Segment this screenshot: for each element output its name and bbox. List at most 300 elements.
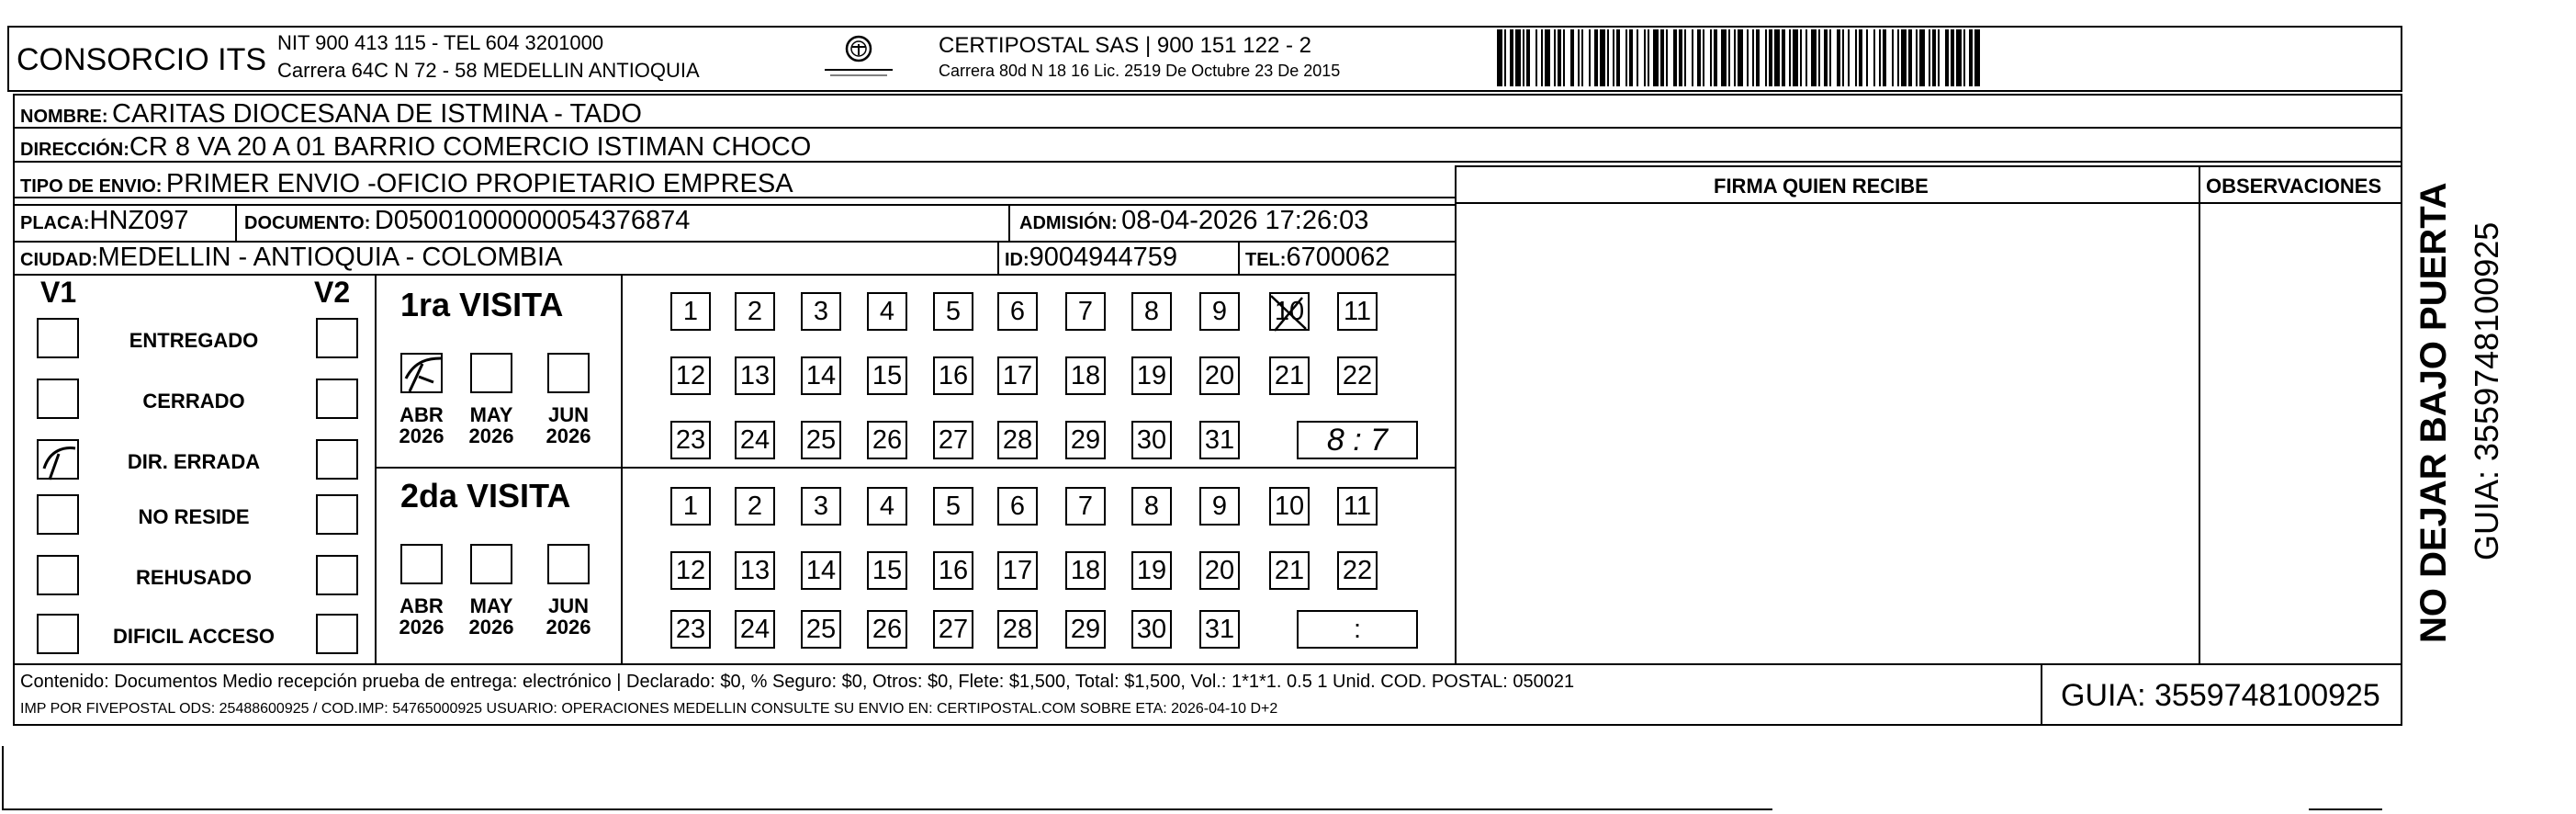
visit2-day-box[interactable] (801, 551, 841, 590)
visit1-day-box[interactable] (801, 421, 841, 459)
barcode-bar (1515, 29, 1521, 86)
id-label: ID:9004944759 (1005, 243, 1177, 272)
barcode-bar (1541, 29, 1543, 86)
visit2-day-box[interactable] (1065, 610, 1106, 649)
placa-label: PLACA:HNZ097 (20, 206, 189, 235)
day-number: 5 (945, 491, 962, 521)
status-label: ENTREGADO (129, 329, 259, 352)
tipo-envio-value: PRIMER ENVIO -OFICIO PROPIETARIO EMPRESA (165, 169, 793, 198)
day-number: 6 (1009, 296, 1026, 326)
day-number: 8 (1143, 491, 1160, 521)
barcode-bar (1752, 29, 1754, 86)
visit2-month-checkbox[interactable] (400, 544, 443, 584)
barcode-bar (1629, 29, 1633, 86)
month-name: ABR (399, 403, 444, 426)
v1-checkbox[interactable] (37, 318, 79, 358)
visit1-day-box[interactable] (735, 356, 775, 395)
direccion-value: CR 8 VA 20 A 01 BARRIO COMERCIO ISTIMAN CHOCO (129, 132, 812, 162)
barcode-bar (1897, 29, 1899, 86)
barcode-bar (1901, 29, 1907, 86)
barcode-bar (1859, 29, 1862, 86)
footer-guia: GUIA: 3559748100925 (2061, 678, 2380, 713)
visit1-day-box[interactable] (670, 292, 711, 331)
barcode-bar (1945, 29, 1949, 86)
visit1-day-box[interactable] (1337, 292, 1378, 331)
status-label: CERRADO (142, 390, 245, 413)
day-number: 19 (1136, 555, 1167, 585)
nombre-label: NOMBRE: CARITAS DIOCESANA DE ISTMINA - TADO (20, 99, 642, 129)
barcode-bar (1974, 29, 1980, 86)
visit1-day-box[interactable] (933, 292, 973, 331)
bottom-frame-line (2, 808, 1772, 810)
company-address: Carrera 64C N 72 - 58 MEDELLIN ANTIOQUIA (277, 59, 700, 82)
day-number: 16 (938, 555, 969, 585)
visit1-day-box[interactable] (1269, 356, 1310, 395)
month-year: 2026 (546, 424, 591, 448)
day-number: 22 (1342, 555, 1373, 585)
col-line (621, 274, 623, 663)
barcode-bar (1873, 29, 1875, 86)
day-number: 9 (1211, 491, 1228, 521)
certipostal-logo (817, 33, 900, 85)
visit1-day-box[interactable] (933, 421, 973, 459)
barcode-bar (1932, 29, 1936, 86)
barcode-bar (1908, 29, 1912, 86)
visit1-day-box[interactable] (670, 356, 711, 395)
day-number: 16 (938, 360, 969, 390)
day-number: 20 (1204, 555, 1235, 585)
visit2-title: 2da VISITA (400, 477, 571, 514)
barcode-bar (1793, 29, 1798, 86)
row-line (13, 274, 1457, 276)
status-label: DIFICIL ACCESO (112, 625, 275, 648)
day-number: 14 (805, 360, 837, 390)
placa-value: HNZ097 (89, 206, 189, 235)
barcode-bar (1892, 29, 1894, 86)
tipo-envio-label: TIPO DE ENVIO: PRIMER ENVIO -OFICIO PROPIETARIO EMPRESA (20, 169, 793, 198)
day-number: 26 (872, 614, 903, 644)
barcode-bar (1563, 29, 1565, 86)
barcode-bar (1616, 29, 1620, 86)
month-year: 2026 (546, 616, 591, 639)
visit2-day-box[interactable] (997, 551, 1038, 590)
postal-line-2: Carrera 80d N 18 16 Lic. 2519 De Octubre 23 De 2015 (939, 62, 1341, 80)
ciudad-label: CIUDAD:MEDELLIN - ANTIOQUIA - COLOMBIA (20, 243, 563, 272)
barcode-bar (1535, 29, 1537, 86)
check-mark-icon (1269, 292, 1311, 340)
visit1-month-label (539, 404, 598, 447)
day-number: 23 (675, 614, 706, 644)
barcode-bar (1625, 29, 1627, 86)
visit2-day-box[interactable] (670, 551, 711, 590)
day-number: 17 (1002, 360, 1033, 390)
visit2-day-box[interactable] (735, 551, 775, 590)
day-number: 31 (1204, 614, 1235, 644)
v1-checkbox[interactable] (37, 439, 79, 480)
visit1-title: 1ra VISITA (400, 286, 564, 323)
visit1-day-box[interactable] (1065, 356, 1106, 395)
visit2-day-box[interactable] (1065, 551, 1106, 590)
day-number: 20 (1204, 360, 1235, 390)
day-number: 27 (938, 424, 969, 455)
visit1-month-checkbox[interactable] (400, 353, 443, 393)
col-line (1238, 241, 1240, 274)
observaciones-header: OBSERVACIONES (2206, 175, 2382, 198)
barcode-bar (1879, 29, 1881, 86)
barcode-bar (1800, 29, 1802, 86)
barcode-bar (1666, 29, 1668, 86)
col-line (235, 204, 237, 241)
barcode-bar (1692, 29, 1693, 86)
barcode-bar (1855, 29, 1857, 86)
visit1-day-box[interactable] (1131, 292, 1172, 331)
visit1-day-box[interactable] (997, 356, 1038, 395)
visit1-time-box[interactable]: 8 : 7 (1297, 421, 1418, 459)
month-year: 2026 (468, 616, 514, 639)
col-line (1008, 204, 1010, 241)
visit1-day-box[interactable] (867, 421, 907, 459)
row-line (1455, 202, 2402, 204)
barcode-bar (1684, 29, 1686, 86)
footer-content: Contenido: Documentos Medio recepción prueba de entrega: electrónico | Declarado: $0, % Seguro: $0, Otros: $0, Flete: $1,500, Total: $1,500, Vol.: 1*1*1. 0.5 1 Unid. COD. POSTAL: 050021 (20, 672, 1575, 692)
visit1-day-box[interactable] (1131, 356, 1172, 395)
visit2-day-box[interactable] (801, 610, 841, 649)
col-line (1455, 165, 1457, 665)
day-number: 29 (1070, 424, 1101, 455)
visit1-day-box[interactable] (1065, 292, 1106, 331)
barcode-bar (1837, 29, 1840, 86)
v2-checkbox[interactable] (316, 494, 358, 535)
bottom-frame-line (2309, 808, 2382, 810)
ciudad-value: MEDELLIN - ANTIOQUIA - COLOMBIA (97, 243, 563, 272)
month-name: MAY (469, 594, 513, 617)
day-number: 1 (682, 491, 699, 521)
barcode-bar (1916, 29, 1918, 86)
day-number: 23 (675, 424, 706, 455)
day-number: 6 (1009, 491, 1026, 521)
barcode-bar (1774, 29, 1780, 86)
day-number: 18 (1070, 360, 1101, 390)
visit2-month-checkbox[interactable] (470, 544, 512, 584)
tel-label: TEL:6700062 (1245, 243, 1390, 272)
day-number: 5 (945, 296, 962, 326)
day-number: 31 (1204, 424, 1235, 455)
barcode-bar (1938, 29, 1940, 86)
col-line (997, 241, 999, 274)
visit2-month-label (392, 595, 451, 638)
month-year: 2026 (468, 424, 514, 448)
day-number: 29 (1070, 614, 1101, 644)
v1-checkbox[interactable] (37, 494, 79, 535)
status-label: NO RESIDE (138, 505, 250, 528)
row-line (1455, 165, 2402, 167)
day-number: 14 (805, 555, 837, 585)
day-number: 27 (938, 614, 969, 644)
visit1-day-box[interactable] (1131, 421, 1172, 459)
day-number: 3 (813, 491, 829, 521)
visit1-month-checkbox[interactable] (470, 353, 512, 393)
barcode-bar (1497, 29, 1502, 86)
barcode-bar (1919, 29, 1925, 86)
barcode-bar (1805, 29, 1807, 86)
month-name: JUN (547, 594, 589, 617)
visit2-day-box[interactable] (801, 487, 841, 526)
barcode-bar (1545, 29, 1550, 86)
barcode-bar (1951, 29, 1954, 86)
visit2-day-box[interactable] (735, 610, 775, 649)
barcode-bar (1734, 29, 1736, 86)
v2-checkbox[interactable] (316, 318, 358, 358)
barcode-bar (1721, 29, 1727, 86)
barcode-bar (1789, 29, 1791, 86)
barcode-bar (1703, 29, 1704, 86)
visit2-day-box[interactable] (735, 487, 775, 526)
visit2-day-box[interactable] (867, 487, 907, 526)
visit2-day-box[interactable] (997, 610, 1038, 649)
day-number: 12 (675, 555, 706, 585)
visit2-month-label (539, 595, 598, 638)
barcode-bar (1648, 29, 1649, 86)
barcode-bar (1613, 29, 1614, 86)
day-number: 21 (1274, 360, 1305, 390)
day-number: 15 (872, 555, 903, 585)
barcode-bar (1866, 29, 1868, 86)
side-notice: NO DEJAR BAJO PUERTA (2413, 182, 2454, 643)
day-number: 30 (1136, 424, 1167, 455)
month-name: ABR (399, 594, 444, 617)
company-name: CONSORCIO ITS (17, 42, 267, 77)
barcode-bar (1747, 29, 1749, 86)
visit2-day-box[interactable] (867, 610, 907, 649)
visit1-month-label (392, 404, 451, 447)
visit1-day-box[interactable] (735, 421, 775, 459)
day-number: 11 (1343, 296, 1372, 326)
barcode-bar (1578, 29, 1580, 86)
barcode-bar (1673, 29, 1677, 86)
visit1-day-box[interactable] (933, 356, 973, 395)
barcode-bar (1824, 29, 1828, 86)
barcode-bar (1581, 29, 1583, 86)
visit1-day-box[interactable] (1199, 421, 1240, 459)
visit2-day-box[interactable] (867, 551, 907, 590)
month-name: JUN (547, 403, 589, 426)
visit1-day-box[interactable] (1269, 292, 1310, 331)
barcode-bar (1818, 29, 1820, 86)
day-number: 1 (682, 296, 699, 326)
day-number: 13 (739, 555, 771, 585)
visit1-day-box[interactable] (997, 292, 1038, 331)
day-number: 2 (747, 491, 763, 521)
v2-checkbox[interactable] (316, 555, 358, 595)
visit1-day-box[interactable] (1199, 356, 1240, 395)
row-line (375, 467, 1457, 469)
day-number: 18 (1070, 555, 1101, 585)
visit1-day-box[interactable] (670, 421, 711, 459)
barcode-bar (1728, 29, 1730, 86)
admision-value: 08-04-2026 17:26:03 (1121, 206, 1369, 235)
visit1-day-box[interactable] (801, 356, 841, 395)
side-guia: GUIA: 3559748100925 (2468, 221, 2505, 560)
day-number: 22 (1342, 360, 1373, 390)
day-number: 2 (747, 296, 763, 326)
day-number: 30 (1136, 614, 1167, 644)
barcode (1495, 28, 2221, 88)
visit1-month-label (462, 404, 521, 447)
day-number: 7 (1077, 296, 1094, 326)
v2-header: V2 (314, 276, 351, 309)
visit1-day-box[interactable] (735, 292, 775, 331)
visit1-day-box[interactable] (867, 292, 907, 331)
barcode-bar (1600, 29, 1605, 86)
day-number: 28 (1002, 424, 1033, 455)
barcode-bar (1607, 29, 1609, 86)
barcode-bar (1842, 29, 1844, 86)
barcode-bar (1963, 29, 1965, 86)
barcode-bar (1848, 29, 1850, 86)
postal-line-1: CERTIPOSTAL SAS | 900 151 122 - 2 (939, 33, 1311, 58)
v2-checkbox[interactable] (316, 614, 358, 654)
barcode-bar (1782, 29, 1785, 86)
visit2-day-box[interactable] (933, 551, 973, 590)
day-number: 11 (1343, 491, 1372, 521)
barcode-bar (1570, 29, 1574, 86)
v1-checkbox[interactable] (37, 555, 79, 595)
day-number: 4 (879, 296, 895, 326)
col-line (375, 274, 377, 663)
visit2-month-label (462, 595, 521, 638)
bottom-frame-left (2, 746, 4, 810)
barcode-bar (1523, 29, 1524, 86)
col-line (2041, 663, 2042, 726)
visit2-day-box[interactable] (1199, 610, 1240, 649)
visit2-day-box[interactable] (1065, 487, 1106, 526)
visit2-day-box[interactable] (670, 610, 711, 649)
barcode-bar (1756, 29, 1760, 86)
day-number: 3 (813, 296, 829, 326)
barcode-bar (1956, 29, 1962, 86)
barcode-bar (1653, 29, 1659, 86)
visit2-time-box[interactable]: : (1297, 610, 1418, 649)
barcode-bar (1883, 29, 1886, 86)
barcode-bar (1710, 29, 1712, 86)
visit2-day-box[interactable] (1131, 610, 1172, 649)
barcode-bar (1558, 29, 1561, 86)
visit2-day-box[interactable] (1337, 487, 1378, 526)
barcode-bar (1714, 29, 1717, 86)
v1-checkbox[interactable] (37, 614, 79, 654)
day-number: 28 (1002, 614, 1033, 644)
visit2-month-checkbox[interactable] (547, 544, 590, 584)
barcode-bar (1769, 29, 1772, 86)
v1-header: V1 (40, 276, 77, 309)
barcode-bar (1829, 29, 1831, 86)
barcode-bar (1554, 29, 1556, 86)
barcode-bar (1510, 29, 1513, 86)
visit2-day-box[interactable] (1199, 551, 1240, 590)
month-name: MAY (469, 403, 513, 426)
visit2-day-box[interactable] (933, 610, 973, 649)
month-year: 2026 (399, 616, 444, 639)
day-number: 25 (805, 424, 837, 455)
nombre-value: CARITAS DIOCESANA DE ISTMINA - TADO (112, 99, 642, 129)
day-number: 21 (1274, 555, 1305, 585)
day-number: 17 (1002, 555, 1033, 585)
barcode-bar (1660, 29, 1664, 86)
v1-checkbox[interactable] (37, 379, 79, 419)
footer-print-info: IMP POR FIVEPOSTAL ODS: 25488600925 / COD.IMP: 54765000925 USUARIO: OPERACIONES MEDELLIN CONSULTE SU ENVIO EN: CERTIPOSTAL.COM SOBRE ETA: 2026-04-10 D+2 (20, 701, 1278, 717)
visit2-day-box[interactable] (1269, 551, 1310, 590)
documento-value: D050010000000543768​74 (374, 206, 691, 235)
col-line (2199, 165, 2200, 665)
visit1-month-checkbox[interactable] (547, 353, 590, 393)
visit2-day-box[interactable] (997, 487, 1038, 526)
id-value: 9004944759 (1029, 243, 1177, 272)
admision-label: ADMISIÓN: 08-04-2026 17:26:03 (1019, 206, 1369, 235)
day-number: 4 (879, 491, 895, 521)
barcode-bar (1679, 29, 1682, 86)
visit1-day-box[interactable] (1337, 356, 1378, 395)
day-number: 26 (872, 424, 903, 455)
company-nit: NIT 900 413 115 - TEL 604 3201000 (277, 31, 604, 54)
tel-value: 6700062 (1286, 243, 1390, 272)
day-number: 15 (872, 360, 903, 390)
barcode-bar (1811, 29, 1817, 86)
day-number: 8 (1143, 296, 1160, 326)
v2-checkbox[interactable] (316, 379, 358, 419)
v2-checkbox[interactable] (316, 439, 358, 480)
direccion-label: DIRECCIÓN:CR 8 VA 20 A 01 BARRIO COMERCIO ISTIMAN CHOCO (20, 132, 812, 162)
day-number: 24 (739, 424, 771, 455)
visit1-day-box[interactable] (867, 356, 907, 395)
visit2-day-box[interactable] (1199, 487, 1240, 526)
status-label: DIR. ERRADA (127, 450, 261, 473)
day-number: 25 (805, 614, 837, 644)
day-number: 19 (1136, 360, 1167, 390)
visit2-day-box[interactable] (670, 487, 711, 526)
barcode-bar (1929, 29, 1930, 86)
visit1-day-box[interactable] (801, 292, 841, 331)
row-line (13, 663, 2402, 665)
day-number: 10 (1274, 296, 1305, 326)
barcode-bar (1594, 29, 1598, 86)
visit2-day-box[interactable] (1131, 487, 1172, 526)
visit2-day-box[interactable] (1337, 551, 1378, 590)
visit1-day-box[interactable] (1065, 421, 1106, 459)
day-number: 13 (739, 360, 771, 390)
visit2-day-box[interactable] (933, 487, 973, 526)
barcode-bar (1526, 29, 1530, 86)
day-number: 12 (675, 360, 706, 390)
barcode-bar (1765, 29, 1767, 86)
check-mark-icon (402, 355, 444, 395)
check-mark-icon (39, 441, 81, 481)
day-number: 7 (1077, 491, 1094, 521)
barcode-bar (1589, 29, 1591, 86)
visit1-day-box[interactable] (997, 421, 1038, 459)
day-number: 24 (739, 614, 771, 644)
day-number: 10 (1274, 491, 1305, 521)
month-year: 2026 (399, 424, 444, 448)
barcode-bar (1969, 29, 1973, 86)
documento-label: DOCUMENTO: D050010000000543768​74 (244, 206, 691, 235)
visit1-day-box[interactable] (1199, 292, 1240, 331)
visit2-day-box[interactable] (1269, 487, 1310, 526)
visit2-day-box[interactable] (1131, 551, 1172, 590)
barcode-bar (1738, 29, 1743, 86)
barcode-bar (1697, 29, 1701, 86)
day-number: 9 (1211, 296, 1228, 326)
barcode-bar (1637, 29, 1638, 86)
